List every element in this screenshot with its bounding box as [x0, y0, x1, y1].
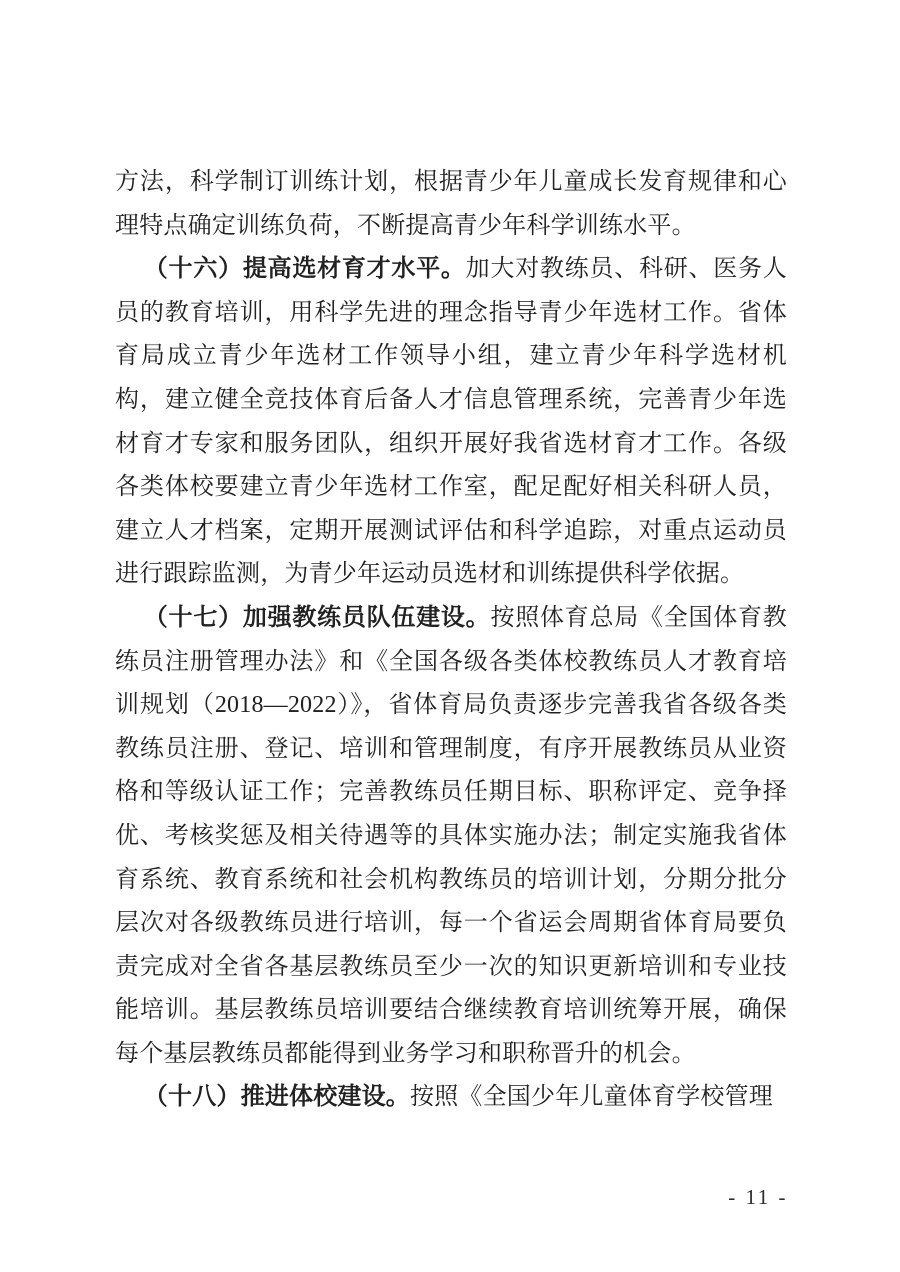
document-body [115, 161, 787, 1120]
section-16-heading: （十六）提高选材育才水平。 [143, 256, 466, 283]
paragraph-section-18 [115, 1076, 787, 1120]
paragraph-section-17 [115, 597, 787, 1077]
paragraph-section-16 [115, 248, 787, 597]
section-17-heading: （十七）加强教练员队伍建设。 [143, 604, 491, 631]
paragraph-text: 按照体育总局《全国体育教练员注册管理办法》和《全国各级各类体校教练员人才教育培训规划（2018—2022）》，省体育局负责逐步完善我省各级各类教练员注册、登记、培训和管理制度，有序开展教练员从业资格和等级认证工作；完善教练员任期目标、职称评定、竞争择优、考核奖惩及相关待遇等的具体实施办法；制定实施我省体育系统、教育系统和社会机构教练员的培训计划，分期分批分层次对各级教练员进行培训，每一个省运会周期省体育局要负责完成对全省各基层教练员至少一次的知识更新培训和专业技能培训。基层教练员培训要结合继续教育培训统筹开展，确保每个基层教练员都能得到业务学习和职称晋升的机会。 [115, 604, 787, 1067]
page-number: - 11 - [728, 1185, 788, 1209]
paragraph-text: 方法，科学制订训练计划，根据青少年儿童成长发育规律和心理特点确定训练负荷，不断提高青少年科学训练水平。 [115, 169, 787, 239]
paragraph-text: 按照《全国少年儿童体育学校管理 [410, 1084, 773, 1111]
paragraph-text: 加大对教练员、科研、医务人员的教育培训，用科学先进的理念指导青少年选材工作。省体育局成立青少年选材工作领导小组，建立青少年科学选材机构，建立健全竞技体育后备人才信息管理系统，完善青少年选材育才专家和服务团队，组织开展好我省选材育才工作。各级各类体校要建立青少年选材工作室，配足配好相关科研人员，建立人才档案，定期开展测试评估和科学追踪，对重点运动员进行跟踪监测，为青少年运动员选材和训练提供科学依据。 [115, 256, 787, 588]
paragraph-continuation [115, 161, 787, 248]
section-18-heading: （十八）推进体校建设。 [143, 1084, 410, 1111]
